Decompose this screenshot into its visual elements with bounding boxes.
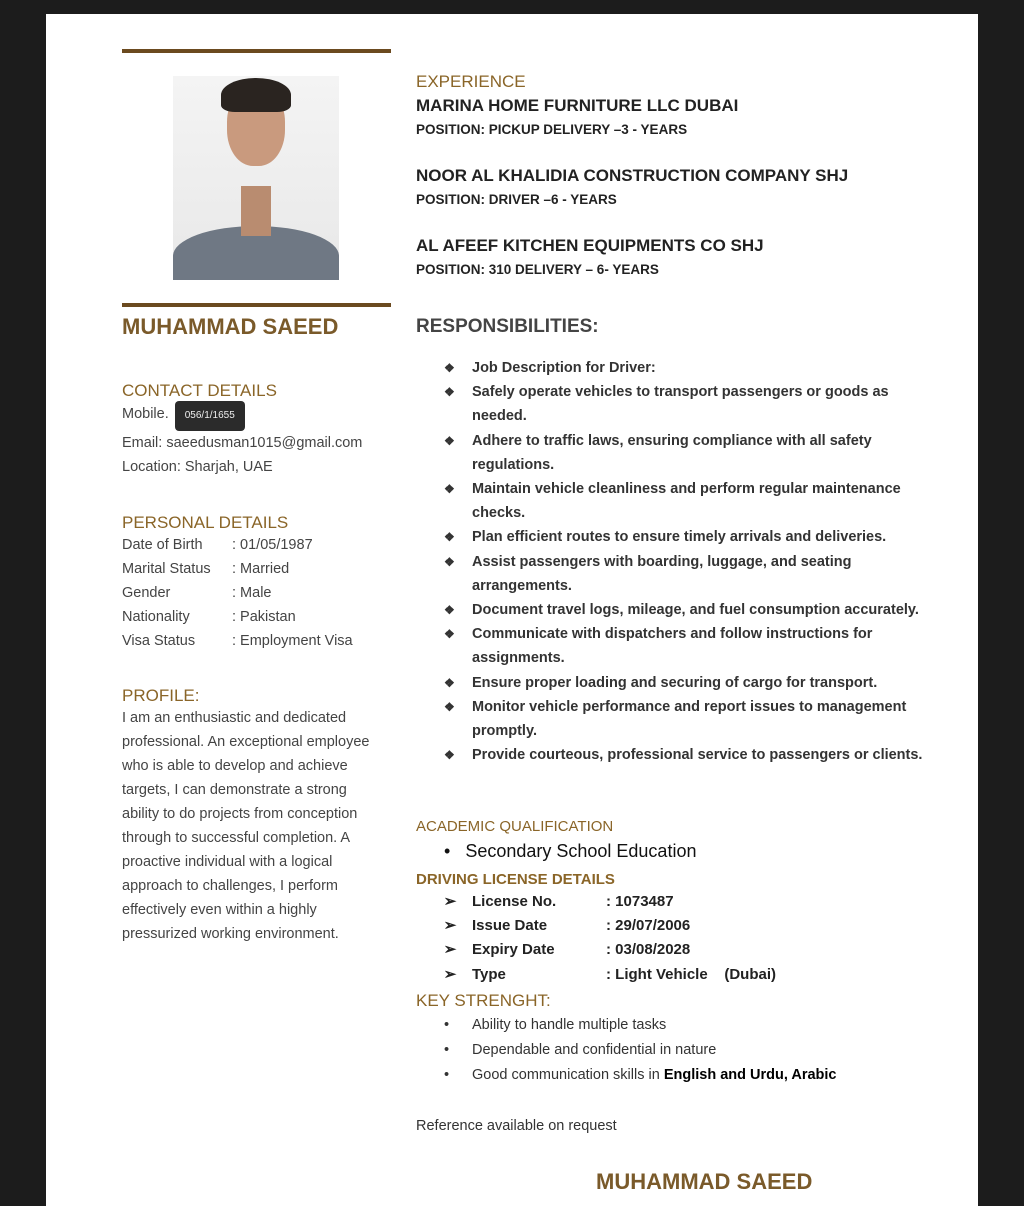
responsibility-item: ❖ Plan efficient routes to ensure timely arrivals and deliveries. bbox=[416, 525, 946, 549]
profile-text: I am an enthusiastic and dedicated professional. An exceptional employee who is able to develop and achieve targets, I can demonstrate a strong ability to do projects from conception through to successful completion. A proactive individual with a logical approach to challenges, I perform effectively even within a highly pressurized working environment. bbox=[122, 710, 370, 942]
contact-section bbox=[122, 381, 402, 479]
responsibility-item: ❖ Provide courteous, professional service to passengers or clients. bbox=[416, 743, 946, 767]
academic-section bbox=[416, 818, 946, 862]
resume-page bbox=[46, 14, 978, 1206]
responsibility-item: ❖ Safely operate vehicles to transport passengers or goods as needed. bbox=[416, 380, 946, 428]
license-row: ➢ Expiry Date : 03/08/2028 bbox=[443, 941, 691, 959]
personal-section bbox=[122, 513, 402, 653]
section-title: DRIVING LICENSE DETAILS bbox=[416, 871, 615, 888]
responsibilities-section bbox=[416, 316, 946, 767]
personal-row: Nationality : Pakistan bbox=[122, 609, 296, 625]
mobile-label: Mobile. bbox=[122, 406, 169, 422]
section-title: PROFILE: bbox=[122, 686, 200, 705]
personal-row: Gender : Male bbox=[122, 585, 272, 601]
personal-row: Marital Status : Married bbox=[122, 561, 290, 577]
job-entry: MARINA HOME FURNITURE LLC DUBAI POSITION: PICKUP DELIVERY –3 - YEARS bbox=[416, 96, 739, 137]
responsibility-item: ❖ Maintain vehicle cleanliness and perform regular maintenance checks. bbox=[416, 477, 946, 525]
top-rule bbox=[122, 49, 391, 53]
responsibility-item: ❖ Monitor vehicle performance and report issues to management promptly. bbox=[416, 695, 946, 743]
responsibility-item: ❖ Communicate with dispatchers and follow instructions for assignments. bbox=[416, 622, 946, 670]
strengths-section bbox=[416, 991, 946, 1088]
responsibility-item: ❖ Job Description for Driver: bbox=[416, 356, 946, 380]
section-title: CONTACT DETAILS bbox=[122, 381, 277, 400]
personal-row: Visa Status : Employment Visa bbox=[122, 633, 353, 649]
strength-item: • Dependable and confidential in nature bbox=[416, 1038, 946, 1063]
responsibility-item: ❖ Assist passengers with boarding, luggage, and seating arrangements. bbox=[416, 550, 946, 598]
experience-section bbox=[416, 72, 936, 277]
job-entry: NOOR AL KHALIDIA CONSTRUCTION COMPANY SHJ POSITION: DRIVER –6 - YEARS bbox=[416, 166, 849, 207]
profile-section bbox=[122, 686, 382, 946]
strength-item: • Good communication skills in English and Urdu, Arabic bbox=[416, 1063, 946, 1088]
reference-note: Reference available on request bbox=[416, 1118, 617, 1134]
license-row: ➢ License No. : 1073487 bbox=[443, 893, 674, 910]
personal-row: Date of Birth : 01/05/1987 bbox=[122, 537, 313, 553]
section-title: ACADEMIC QUALIFICATION bbox=[416, 818, 614, 835]
section-title: PERSONAL DETAILS bbox=[122, 513, 289, 532]
strength-item: • Ability to handle multiple tasks bbox=[416, 1013, 946, 1038]
section-title: EXPERIENCE bbox=[416, 72, 526, 91]
footer-name: MUHAMMAD SAEED bbox=[596, 1169, 813, 1194]
mobile-value: 056/1/1655 bbox=[175, 401, 245, 431]
responsibility-item: ❖ Adhere to traffic laws, ensuring compliance with all safety regulations. bbox=[416, 429, 946, 477]
license-row: ➢ Issue Date : 29/07/2006 bbox=[443, 917, 691, 935]
responsibility-item: ❖ Document travel logs, mileage, and fuel consumption accurately. bbox=[416, 598, 946, 622]
license-row: ➢ Type : Light Vehicle (Dubai) bbox=[443, 965, 777, 983]
name-rule bbox=[122, 303, 391, 307]
job-entry: AL AFEEF KITCHEN EQUIPMENTS CO SHJ POSITION: 310 DELIVERY – 6- YEARS bbox=[416, 236, 764, 277]
responsibility-item: ❖ Ensure proper loading and securing of cargo for transport. bbox=[416, 671, 946, 695]
section-title: KEY STRENGHT: bbox=[416, 991, 551, 1010]
location: Location: Sharjah, UAE bbox=[122, 459, 273, 475]
section-title: RESPONSIBILITIES: bbox=[416, 316, 599, 337]
license-section bbox=[416, 871, 946, 987]
profile-photo bbox=[173, 76, 339, 280]
academic-item: • Secondary School Education bbox=[444, 841, 697, 861]
email: Email: saeedusman1015@gmail.com bbox=[122, 435, 363, 451]
candidate-name: MUHAMMAD SAEED bbox=[122, 314, 339, 339]
